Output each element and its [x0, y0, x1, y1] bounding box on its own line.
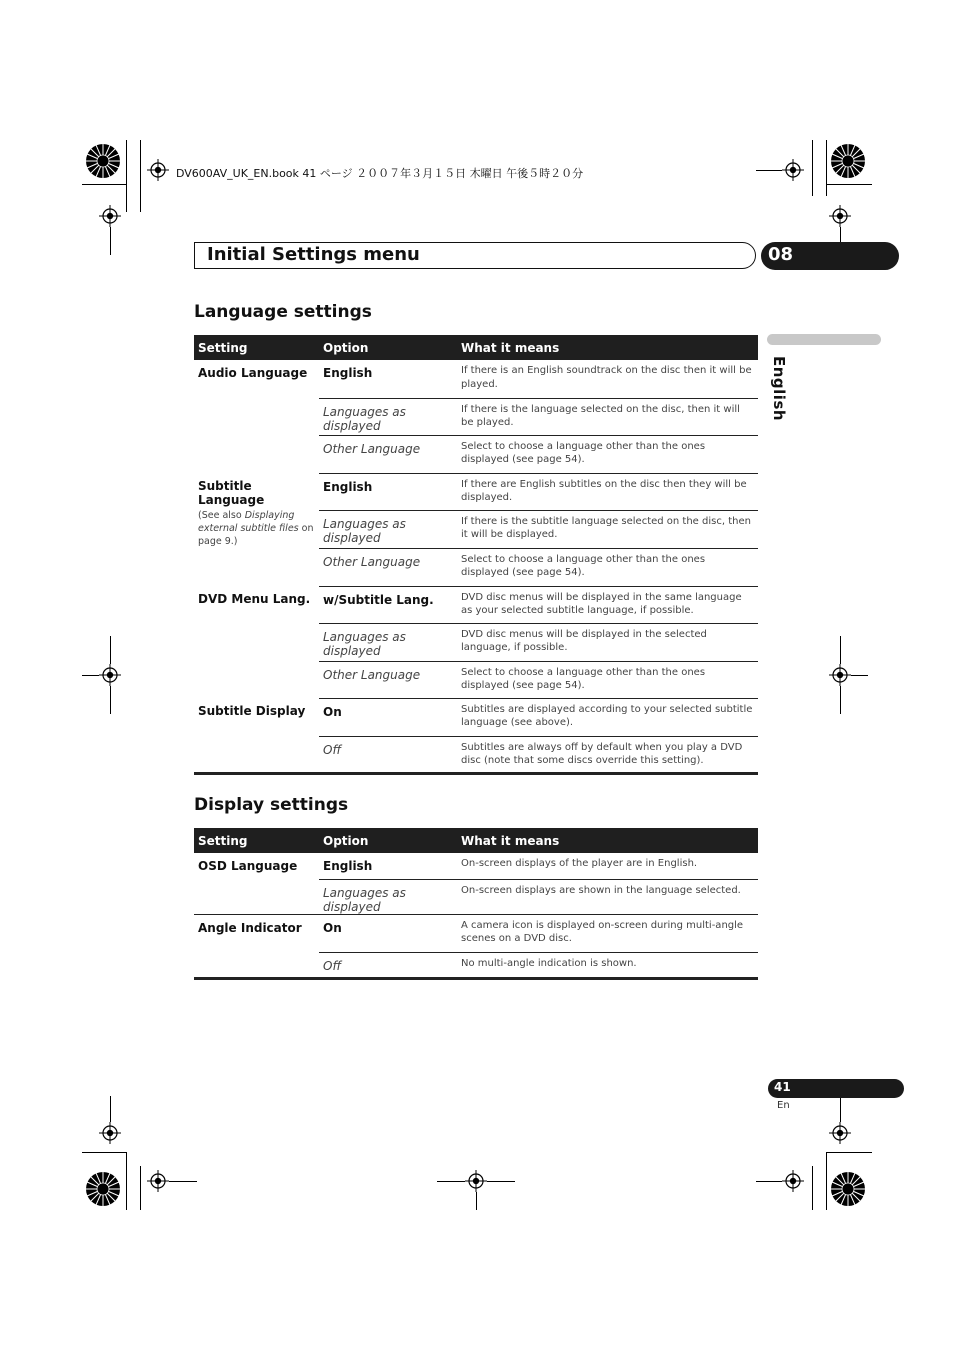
language-settings-title: Language settings: [194, 302, 372, 322]
registration-target-icon: [829, 664, 851, 686]
registration-target-icon: [829, 205, 851, 227]
meaning-cell: Select to choose a language other than the ones displayed (see page 54).: [457, 661, 758, 698]
crop-mark: [82, 184, 126, 185]
header-option: Option: [319, 335, 457, 360]
header-meaning: What it means: [457, 828, 758, 853]
meaning-cell: If there is the subtitle language selected on the disc, then it will be displayed.: [457, 510, 758, 548]
registration-wheel-icon: [85, 143, 121, 179]
meaning-cell: Subtitles are always off by default when you play a DVD disc (note that some discs override this setting).: [457, 736, 758, 773]
registration-target-icon: [147, 1170, 169, 1192]
option-cell: English: [319, 360, 457, 398]
setting-audio-language: Audio Language: [198, 366, 308, 380]
crop-mark: [140, 140, 141, 212]
registration-target-icon: [782, 1170, 804, 1192]
option-cell: Off: [319, 952, 457, 978]
option-cell: Off: [319, 736, 457, 773]
setting-dvd-menu-lang: DVD Menu Lang.: [198, 592, 311, 606]
option-cell: English: [319, 473, 457, 510]
header-setting: Setting: [194, 335, 319, 360]
language-side-bar: [767, 334, 881, 345]
setting-subtitle-display: Subtitle Display: [194, 698, 319, 773]
table-row: [194, 914, 758, 952]
registration-wheel-icon: [830, 1171, 866, 1207]
option-cell: Languages as displayed: [319, 879, 457, 914]
meaning-cell: If there is the language selected on the disc, then it will be played.: [457, 398, 758, 435]
crop-mark: [110, 636, 111, 664]
meaning-cell: On-screen displays are shown in the language selected.: [457, 879, 758, 914]
table-row: [194, 698, 758, 736]
setting-subtitle-language: [194, 473, 319, 586]
crop-mark: [82, 675, 99, 676]
meaning-cell: No multi-angle indication is shown.: [457, 952, 758, 978]
note-text: on page 9.): [198, 523, 314, 547]
option-cell: On: [319, 698, 457, 736]
crop-mark: [110, 1096, 111, 1122]
crop-mark: [812, 140, 813, 196]
meaning-cell: Subtitles are displayed according to your selected subtitle language (see above).: [457, 698, 758, 736]
language-settings-table: [194, 335, 758, 775]
option-cell: Languages as displayed: [319, 398, 457, 435]
option-cell: Languages as displayed: [319, 623, 457, 661]
header-setting: Setting: [194, 828, 319, 853]
option-cell: English: [319, 853, 457, 879]
setting-label: Subtitle Language: [198, 479, 265, 507]
page-number: 41: [774, 1080, 791, 1094]
crop-mark: [487, 1181, 515, 1182]
registration-wheel-icon: [830, 143, 866, 179]
registration-target-icon: [147, 159, 169, 181]
crop-mark: [756, 1181, 782, 1182]
language-side-label: English: [770, 356, 788, 422]
crop-mark: [756, 170, 782, 171]
table-row: [194, 473, 758, 510]
header-option: Option: [319, 828, 457, 853]
setting-angle-indicator: Angle Indicator: [194, 914, 319, 978]
crop-mark: [851, 675, 868, 676]
registration-target-icon: [465, 1170, 487, 1192]
option-cell: Languages as displayed: [319, 510, 457, 548]
display-settings-table: [194, 828, 758, 980]
setting-osd-language: OSD Language: [194, 853, 319, 914]
table-row: [194, 586, 758, 623]
crop-mark: [126, 140, 127, 212]
table-row: [194, 853, 758, 879]
header-meaning: What it means: [457, 335, 758, 360]
page-language: En: [777, 1100, 790, 1111]
note-link-text: Displaying external subtitle files: [198, 510, 299, 534]
registration-target-icon: [99, 664, 121, 686]
crop-mark: [826, 1152, 872, 1153]
crop-mark: [840, 1096, 841, 1122]
table-header-row: [194, 828, 758, 853]
crop-mark: [126, 1152, 127, 1210]
chapter-number: 08: [768, 244, 794, 265]
meaning-cell: A camera icon is displayed on-screen during multi-angle scenes on a DVD disc.: [457, 914, 758, 952]
meaning-cell: Select to choose a language other than the ones displayed (see page 54).: [457, 435, 758, 473]
crop-mark: [826, 184, 872, 185]
option-cell: Other Language: [319, 435, 457, 473]
setting-note: [198, 509, 315, 548]
meaning-cell: On-screen displays of the player are in English.: [457, 853, 758, 879]
table-row: [194, 360, 758, 398]
meaning-cell: If there is an English soundtrack on the disc then it will be played.: [457, 360, 758, 398]
option-cell: On: [319, 914, 457, 952]
meaning-cell: DVD disc menus will be displayed in the selected language, if possible.: [457, 623, 758, 661]
meaning-cell: Select to choose a language other than the ones displayed (see page 54).: [457, 548, 758, 586]
crop-mark: [826, 1152, 827, 1210]
display-settings-title: Display settings: [194, 795, 349, 815]
crop-mark: [476, 1192, 477, 1210]
meaning-cell: DVD disc menus will be displayed in the same language as your selected subtitle language, if possible.: [457, 586, 758, 623]
book-file-header: DV600AV_UK_EN.book 41 ページ ２００７年３月１５日 木曜日 午後５時２０分: [176, 167, 584, 180]
table-header-row: [194, 335, 758, 360]
crop-mark: [110, 686, 111, 714]
note-text: (See also: [198, 510, 245, 521]
registration-target-icon: [829, 1122, 851, 1144]
crop-mark: [140, 1166, 141, 1210]
meaning-cell: If there are English subtitles on the disc then they will be displayed.: [457, 473, 758, 510]
registration-target-icon: [99, 1122, 121, 1144]
crop-mark: [840, 636, 841, 664]
crop-mark: [437, 1181, 465, 1182]
crop-mark: [169, 1181, 197, 1182]
option-cell: w/Subtitle Lang.: [319, 586, 457, 623]
option-cell: Other Language: [319, 661, 457, 698]
crop-mark: [826, 140, 827, 196]
option-cell: Other Language: [319, 548, 457, 586]
registration-target-icon: [782, 159, 804, 181]
crop-mark: [110, 227, 111, 255]
registration-wheel-icon: [85, 1171, 121, 1207]
registration-target-icon: [99, 205, 121, 227]
crop-mark: [812, 1166, 813, 1210]
crop-mark: [840, 686, 841, 714]
crop-mark: [82, 1152, 126, 1153]
chapter-title: Initial Settings menu: [207, 244, 420, 265]
